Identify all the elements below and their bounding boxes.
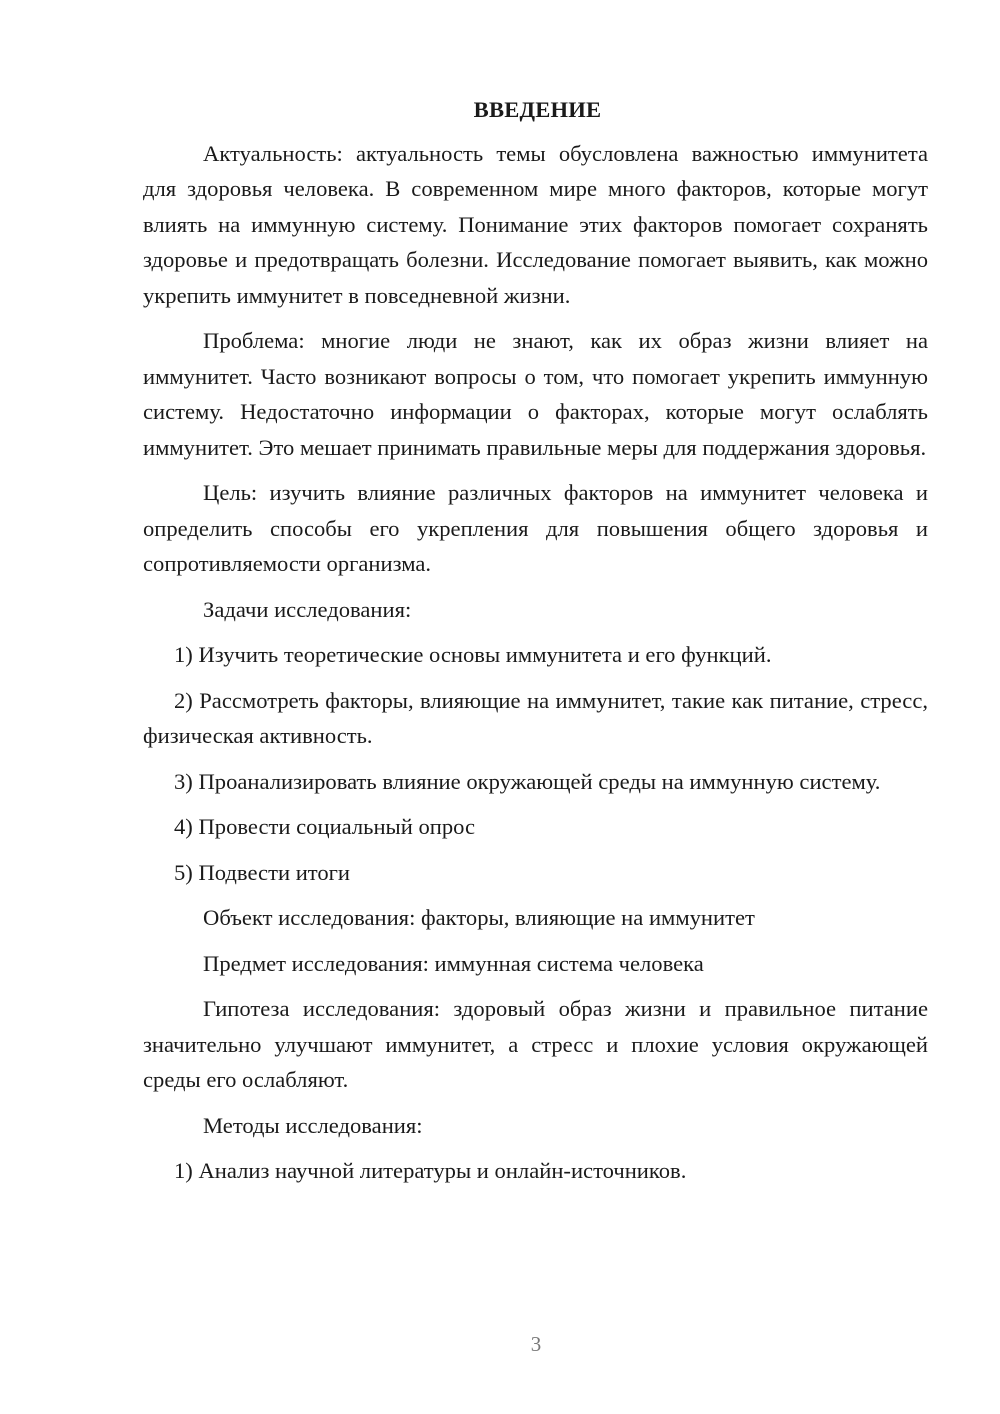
methods-heading: Методы исследования:: [203, 1112, 423, 1138]
task-item: 1) Изучить теоретические основы иммунитета и его функций.: [174, 642, 772, 667]
subject-paragraph: Предмет исследования: иммунная система человека: [203, 950, 704, 976]
task-item: 3) Проанализировать влияние окружающей среды на иммунную систему.: [174, 768, 881, 794]
hypothesis-paragraph: Гипотеза исследования: здоровый образ жизни и правильное питание значительно улучшают иммунитет, а стресс и плохие условия окружающей среды его ослабляют.: [143, 996, 928, 1092]
task-item: 2) Рассмотреть факторы, влияющие на иммунитет, такие как питание, стресс, физическая активность.: [143, 687, 928, 748]
task-item: 5) Подвести итоги: [174, 859, 351, 885]
object-paragraph: Объект исследования: факторы, влияющие на иммунитет: [203, 905, 755, 930]
page-title: ВВЕДЕНИЕ: [473, 97, 602, 122]
problem-paragraph: Проблема: многие люди не знают, как их образ жизни влияет на иммунитет. Часто возникают вопросы о том, что помогает укрепить иммунную систему. Недостаточно информации о факторах, которые могут ослаблять иммунитет. Это мешает принимать правильные меры для поддержания здоровья.: [143, 328, 928, 460]
relevance-paragraph: Актуальность: актуальность темы обусловлена важностью иммунитета для здоровья человека. В современном мире много факторов, которые могут влиять на иммунную систему. Понимание этих факторов помогает сохранять здоровье и предотвращать болезни. Исследование помогает выявить, как можно укрепить иммунитет в повседневной жизни.: [143, 140, 928, 308]
method-item: 1) Анализ научной литературы и онлайн-источников.: [174, 1158, 687, 1183]
page-content: [143, 92, 928, 1199]
tasks-heading: Задачи исследования:: [203, 596, 412, 622]
page-number: 3: [530, 1332, 542, 1356]
task-item: 4) Провести социальный опрос: [174, 814, 476, 839]
goal-paragraph: Цель: изучить влияние различных факторов на иммунитет человека и определить способы его укрепления для повышения общего здоровья и сопротивляемости организма.: [143, 480, 928, 576]
